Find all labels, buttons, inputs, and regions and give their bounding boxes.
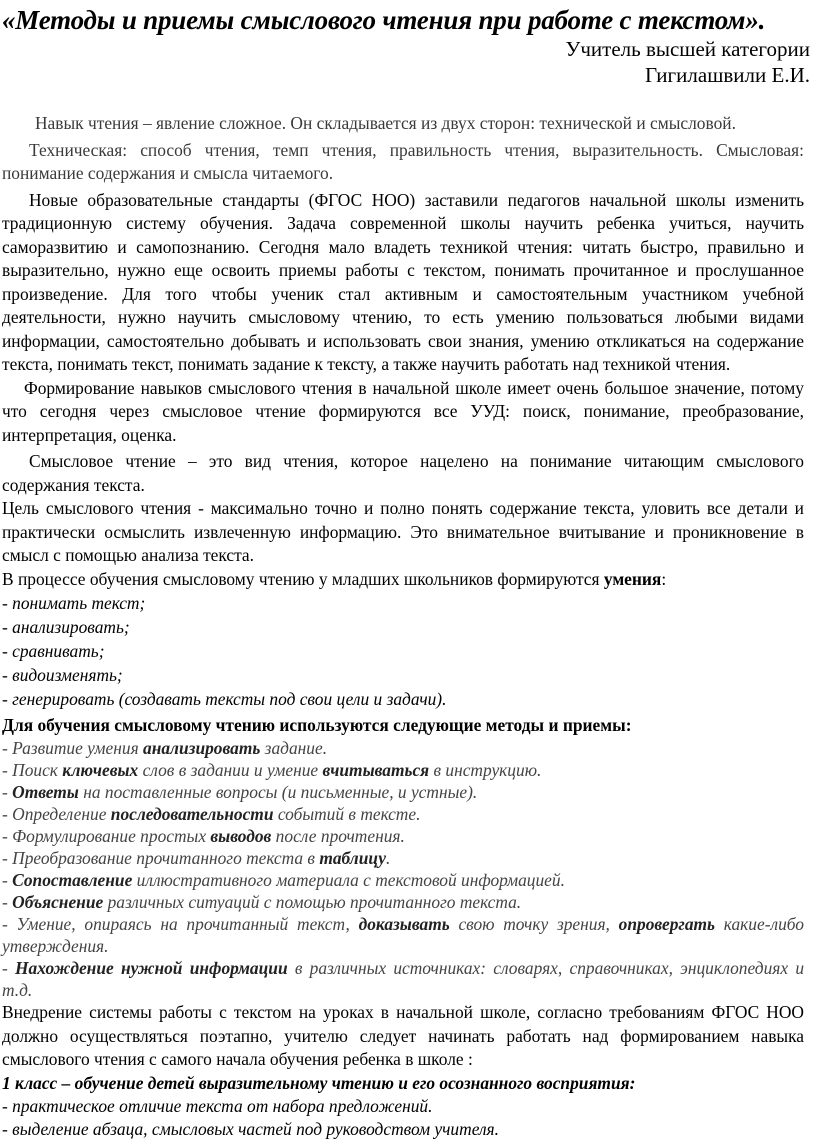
method-text: - xyxy=(2,892,13,912)
method-keyword: Ответы xyxy=(12,782,79,802)
method-text: - xyxy=(2,782,13,802)
class-1-item: - практическое отличие текста от набора предложений. xyxy=(2,1095,433,1116)
skills-intro-text: В процессе обучения смысловому чтению у младших школьников формируются xyxy=(2,568,604,589)
methods-heading: Для обучения смысловому чтению используются следующие методы и приемы: xyxy=(2,715,632,735)
method-keyword: доказывать xyxy=(358,914,450,934)
method-keyword: опровергать xyxy=(618,914,715,934)
skill-item: - анализировать; xyxy=(2,617,130,637)
method-item xyxy=(2,957,804,1001)
method-keyword: Сопоставление xyxy=(12,870,133,890)
method-item xyxy=(2,825,804,847)
method-text: - xyxy=(2,958,16,978)
paragraph-skills-formation: Формирование навыков смыслового чтения в начальной школе имеет очень большое значение, потому что сегодня через смысловое чтение формируются все УУД: поиск, понимание, преобразование, интерпретация, оценка. xyxy=(2,377,804,445)
method-keyword: последовательности xyxy=(110,804,274,824)
method-text: - Развитие умения xyxy=(2,738,144,758)
author-name: Гигилашвили Е.И. xyxy=(644,63,810,87)
skill-item: - понимать текст; xyxy=(2,593,146,613)
class-1-item: - выделение абзаца, смысловых частей под руководством учителя. xyxy=(2,1118,499,1139)
method-text: - Преобразование прочитанного текста в xyxy=(2,848,320,868)
method-item xyxy=(2,847,804,869)
method-keyword: Нахождение нужной информации xyxy=(15,958,288,978)
method-keyword: вчитываться xyxy=(322,760,430,780)
method-keyword: ключевых xyxy=(62,760,139,780)
skill-item: - генерировать (создавать тексты под свои цели и задачи). xyxy=(2,689,447,709)
method-item xyxy=(2,869,804,891)
method-item xyxy=(2,803,804,825)
method-text: какие-либо утверждения. xyxy=(2,914,804,956)
method-text: на поставленные вопросы (и письменные, и устные). xyxy=(78,782,478,802)
skills-intro-colon: : xyxy=(661,568,667,589)
paragraph-semantic-reading-definition: Смысловое чтение – это вид чтения, которое нацелено на понимание читающим смыслового содержания текста. xyxy=(2,451,804,495)
method-text: после прочтения. xyxy=(271,826,405,846)
document-title: «Методы и приемы смыслового чтения при работе с текстом». xyxy=(2,5,766,35)
method-text: - Определение xyxy=(2,804,111,824)
method-keyword: анализировать xyxy=(143,738,261,758)
method-item xyxy=(2,913,804,957)
paragraph-skills-intro xyxy=(2,568,804,592)
skill-item: - сравнивать; xyxy=(2,641,105,661)
method-text: - Формулирование простых xyxy=(2,826,211,846)
paragraph-technical-semantic: Техническая: способ чтения, темп чтения, правильность чтения, выразительность. Смысловая: понимание содержания и смысла читаемого. xyxy=(2,139,804,183)
skills-list xyxy=(2,591,804,711)
method-text: - Поиск xyxy=(2,760,63,780)
method-text: событий в тексте. xyxy=(273,804,421,824)
method-text: в инструкцию. xyxy=(429,760,542,780)
method-text: в различных источниках: словарях, справочниках, энциклопедиях и т.д. xyxy=(2,958,805,1000)
document-body xyxy=(2,112,804,1141)
paragraph-implementation: Внедрение системы работы с текстом на уроках в начальной школе, согласно требованиям ФГОС НОО должно осуществляться поэтапно, учителю следует начинать работать над формированием навыка смыслового чтения с самого начала обучения ребенка в школе : xyxy=(2,1002,804,1069)
class-1-heading: 1 класс – обучение детей выразительному чтению и его осознанного восприятия: xyxy=(2,1072,636,1093)
paragraph-fgos-standards: Новые образовательные стандарты (ФГОС НОО) заставили педагогов начальной школы изменить традиционную систему обучения. Задача современной школы научить ребенка учиться, научить саморазвитию и самопознанию. Сегодня мало владеть техникой чтения: читать быстро, правильно и выразительно, нужно еще освоить приемы работы с текстом, понимать прочитанное и прослушанное произведение. Для того чтобы ученик стал активным и самостоятельным участником учебной деятельности, нужно научить смысловому чтению, то есть умению пользоваться любыми видами информации, самостоятельно добывать и использовать свои знания, умению откликаться на содержание текста, понимать текст, понимать задание к тексту, а также научить работать над техникой чтения. xyxy=(2,189,804,374)
method-item xyxy=(2,891,804,913)
method-keyword: таблицу xyxy=(319,848,386,868)
method-text: задание. xyxy=(260,738,328,758)
paragraph-reading-goal: Цель смыслового чтения - максимально точно и полно понять содержание текста, уловить все детали и практически осмыслить извлеченную информацию. Это внимательное вчитывание и проникновение в смысл с помощью анализа текста. xyxy=(2,498,804,565)
method-text: иллюстративного материала с текстовой информацией. xyxy=(132,870,565,890)
method-keyword: выводов xyxy=(210,826,272,846)
method-text: различных ситуаций с помощью прочитанного текста. xyxy=(103,892,522,912)
method-item xyxy=(2,737,804,759)
author-block xyxy=(2,36,810,88)
method-item xyxy=(2,759,804,781)
paragraph-reading-skill: Навык чтения – явление сложное. Он складывается из двух сторон: технической и смысловой. xyxy=(35,113,736,133)
method-item xyxy=(2,781,804,803)
methods-list xyxy=(2,737,804,1001)
skills-intro-bold: умения xyxy=(603,568,662,589)
skill-item: - видоизменять; xyxy=(2,665,123,685)
method-text: - Умение, опираясь на прочитанный текст, xyxy=(2,914,359,934)
method-text: . xyxy=(385,848,391,868)
method-text: свою точку зрения, xyxy=(449,914,619,934)
method-text: слов в задании и умение xyxy=(138,760,323,780)
author-position: Учитель высшей категории xyxy=(565,37,810,61)
method-text: - xyxy=(2,870,13,890)
method-keyword: Объяснение xyxy=(12,892,104,912)
